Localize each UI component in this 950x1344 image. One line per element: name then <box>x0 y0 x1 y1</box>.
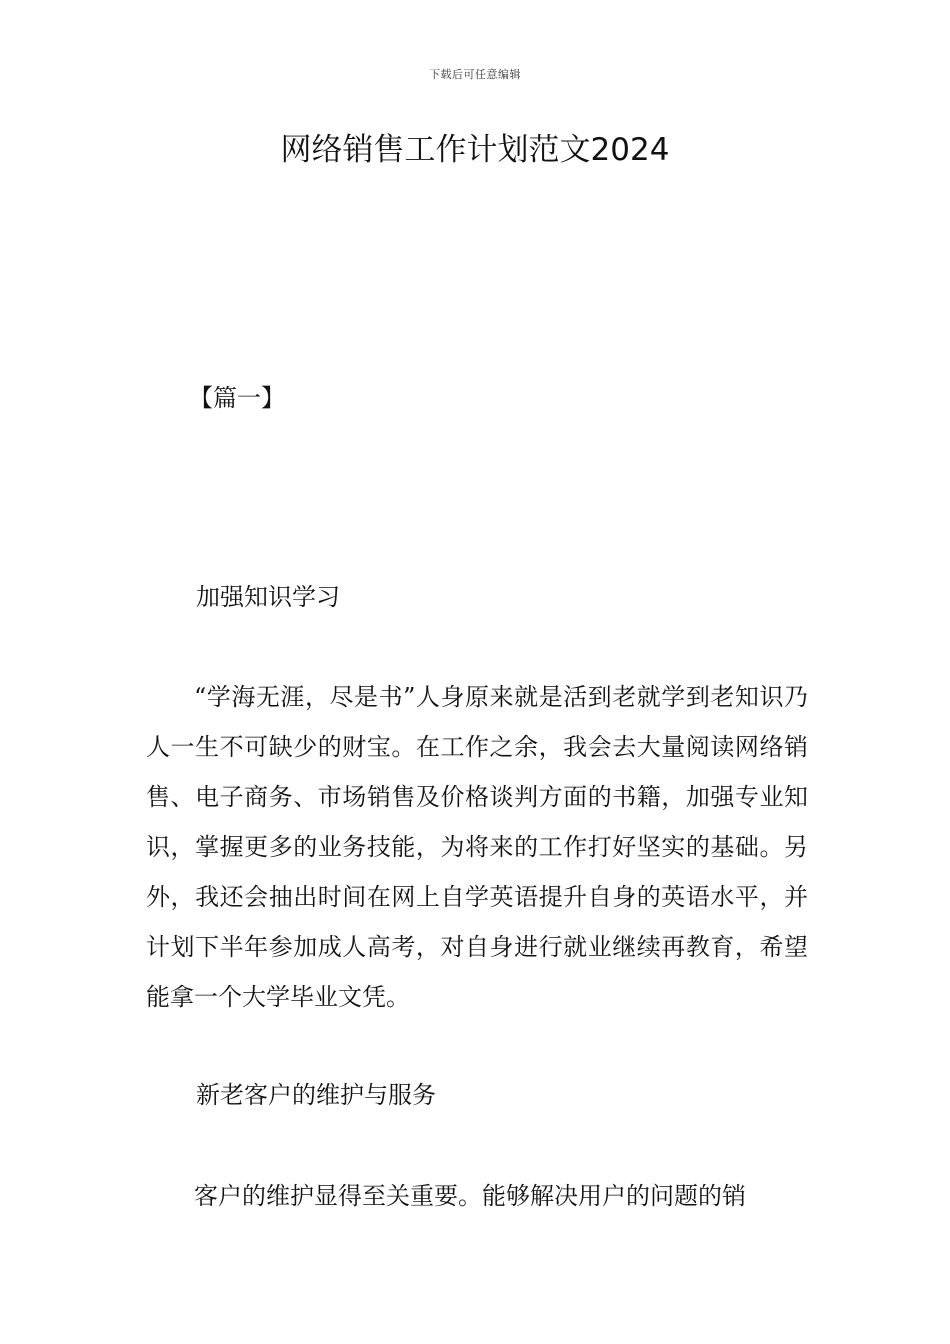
section-marker: 【篇一】 <box>189 384 285 412</box>
paragraph-knowledge: “学海无涯，尽是书”人身原来就是活到老就学到老知识乃人一生不可缺少的财宝。在工作之余，我会去大量阅读网络销售、电子商务、市场销售及价格谈判方面的书籍，加强专业知识，掌握更多的业务技能，为将来的工作打好坚实的基础。另外，我还会抽出时间在网上自学英语提升自身的英语水平，并计划下半年参加成人高考，对自身进行就业继续再教育，希望能拿一个大学毕业文凭。 <box>146 683 808 1011</box>
document-title: 网络销售工作计划范文2024 <box>280 132 670 168</box>
header-note: 下载后可任意编辑 <box>429 68 521 81</box>
subheading-knowledge: 加强知识学习 <box>196 583 340 611</box>
subheading-customer: 新老客户的维护与服务 <box>196 1081 436 1109</box>
paragraph-customer: 客户的维护显得至关重要。能够解决用户的问题的销 <box>194 1182 746 1210</box>
